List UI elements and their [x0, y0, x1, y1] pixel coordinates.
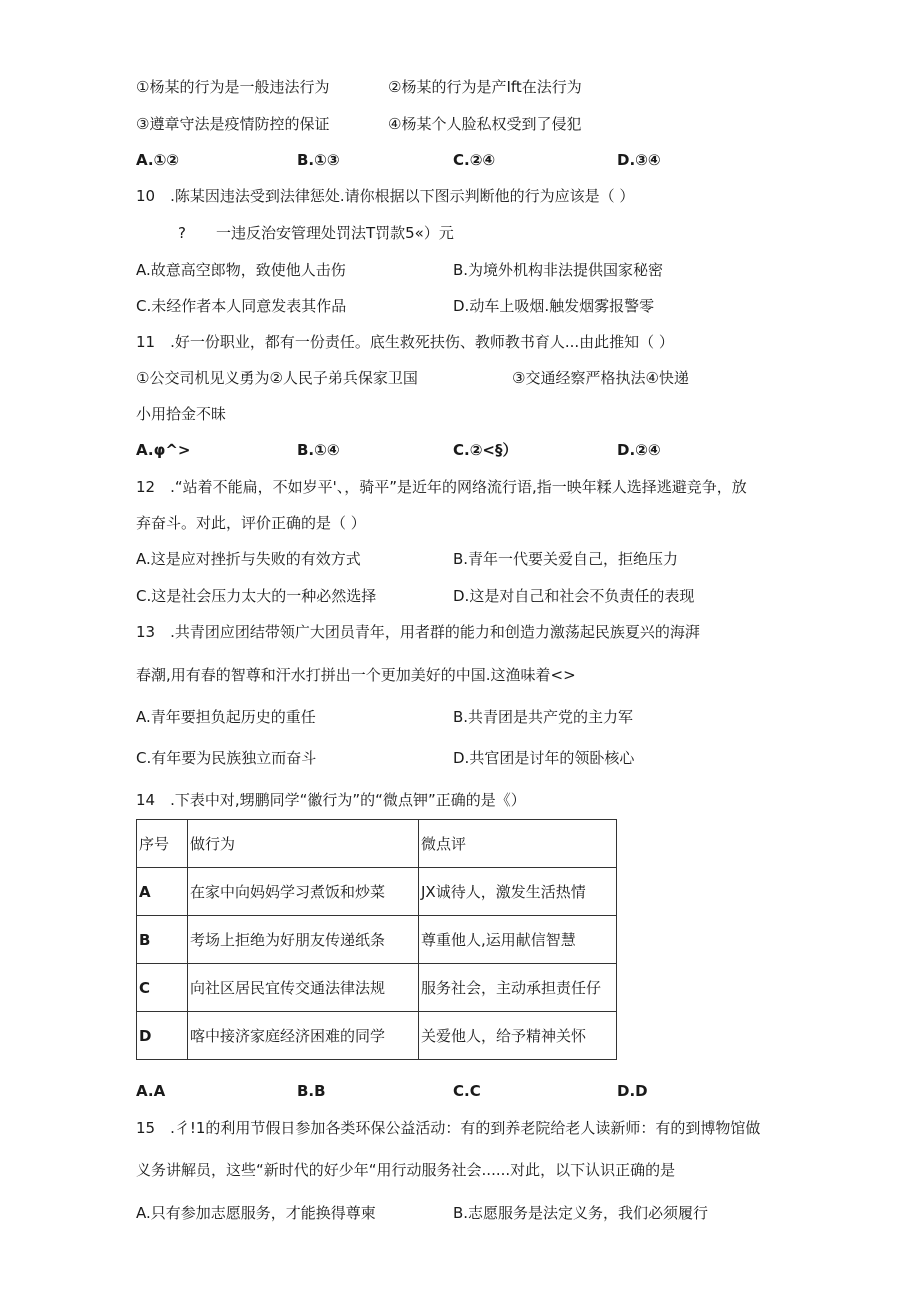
- table-header-row: [137, 820, 617, 868]
- q11-option-d: D.②④: [617, 441, 661, 459]
- q10-option-d: D.动车上吸烟.触发烟雾报警零: [453, 297, 655, 315]
- q12-option-d: D.这是对自己和社会不负责任的表现: [453, 587, 695, 605]
- q9-statement-3: ③遵章守法是疫情防控的保证: [136, 115, 330, 133]
- table-cell: 服务社会，主动承担责任仔: [419, 964, 617, 1012]
- table-row: [137, 868, 617, 916]
- q11-statements-3: 小用拾金不昧: [136, 405, 227, 423]
- q9-statement-4: ④杨某个人脸私权受到了侵犯: [388, 115, 582, 133]
- q14-option-c: C.C: [453, 1082, 481, 1100]
- table-cell: 考场上拒绝为好朋友传递纸条: [188, 916, 419, 964]
- q12-stem-line-1: 12 .“站着不能扁，不如岁平'、，骑平”是近年的网络流行语,指一映年糅人选择逃避竞争，放: [136, 478, 747, 496]
- q13-option-c: C.有年要为民族独立而奋斗: [136, 749, 317, 767]
- q15-stem-line-2: 义务讲解员，这些“新时代的好少年“用行动服务社会......对此，以下认识正确的是: [136, 1161, 676, 1179]
- q10-stem: 10 .陈某因违法受到法律惩处.请你根据以下图示判断他的行为应该是（ ）: [136, 187, 635, 205]
- q13-option-a: A.青年要担负起历史的重任: [136, 708, 316, 726]
- table-header-cell: 做行为: [188, 820, 419, 868]
- q10-option-c: C.未经作者本人同意发表其作品: [136, 297, 347, 315]
- q10-option-b: B.为境外机构非法提供国家秘密: [453, 261, 664, 279]
- table-header-cell: 微点评: [419, 820, 617, 868]
- q13-stem-line-2: 春潮,用有春的智尊和汗水打拼出一个更加美好的中国.这渔味着<>: [136, 666, 576, 684]
- q15-stem-line-1: 15 .彳!1的利用节假日参加各类环保公益活动：有的到养老院给老人读新师：有的到博物馆做: [136, 1119, 761, 1137]
- q10-option-a: A.故意高空郎物，致使他人击伤: [136, 261, 346, 279]
- table-cell: C: [137, 964, 188, 1012]
- q12-stem-line-2: 弃奋斗。对此，评价正确的是（ ）: [136, 514, 366, 532]
- table-row: [137, 964, 617, 1012]
- q14-stem: 14 .下表中对,甥鹏同学“徽行为”的“微点钾”正确的是《）: [136, 791, 526, 809]
- q11-stem: 11 .好一份职业，都有一份责任。底生救死扶伤、教师教书育人...由此推知（ ）: [136, 333, 674, 351]
- q15-option-a: A.只有参加志愿服务，才能换得尊柬: [136, 1204, 376, 1222]
- q13-stem-line-1: 13 .共青团应团结带领广大团员青年，用者群的能力和创造力激荡起民族夏兴的海湃: [136, 623, 700, 641]
- q14-option-a: A.A: [136, 1082, 166, 1100]
- q13-option-d: D.共官团是讨年的领卧核心: [453, 749, 635, 767]
- q9-option-a: A.①②: [136, 151, 179, 169]
- q10-figure: ? 一违反治安管理处罚法T罚款5«）元: [178, 224, 454, 242]
- q11-option-a: A.φ^>: [136, 441, 191, 459]
- q15-option-b: B.志愿服务是法定义务，我们必须履行: [453, 1204, 709, 1222]
- q11-option-c: C.②<§）: [453, 441, 518, 459]
- q11-option-b: B.①④: [297, 441, 340, 459]
- q14-table: [136, 819, 617, 1060]
- q9-option-b: B.①③: [297, 151, 340, 169]
- q9-option-d: D.③④: [617, 151, 661, 169]
- table-cell: 关爱他人，给予精神关怀: [419, 1012, 617, 1060]
- q9-statement-2: ②杨某的行为是产Ift在法行为: [388, 78, 582, 96]
- q11-statements-2: ③交通经察严格执法④快递: [512, 369, 689, 387]
- table-cell: 向社区居民宜传交通法律法规: [188, 964, 419, 1012]
- table-row: [137, 1012, 617, 1060]
- table-row: [137, 916, 617, 964]
- table-cell: A: [137, 868, 188, 916]
- q12-option-b: B.青年一代要关爱自己，拒绝压力: [453, 550, 679, 568]
- table-cell: D: [137, 1012, 188, 1060]
- table-cell: 喀中接济家庭经济困难的同学: [188, 1012, 419, 1060]
- q9-option-c: C.②④: [453, 151, 496, 169]
- q12-option-c: C.这是社会压力太大的一种必然选择: [136, 587, 377, 605]
- q12-option-a: A.这是应对挫折与失败的有效方式: [136, 550, 361, 568]
- table-cell: B: [137, 916, 188, 964]
- q14-option-b: B.B: [297, 1082, 326, 1100]
- table-header-cell: 序号: [137, 820, 188, 868]
- table-cell: 在家中向妈妈学习煮饭和炒菜: [188, 868, 419, 916]
- q9-statement-1: ①杨某的行为是一般违法行为: [136, 78, 330, 96]
- q14-option-d: D.D: [617, 1082, 648, 1100]
- table-cell: JX诚待人，激发生活热情: [419, 868, 617, 916]
- q11-statements-1: ①公交司机见义勇为②人民子弟兵保家卫国: [136, 369, 418, 387]
- table-cell: 尊重他人,运用献信智慧: [419, 916, 617, 964]
- q13-option-b: B.共青团是共产党的主力军: [453, 708, 634, 726]
